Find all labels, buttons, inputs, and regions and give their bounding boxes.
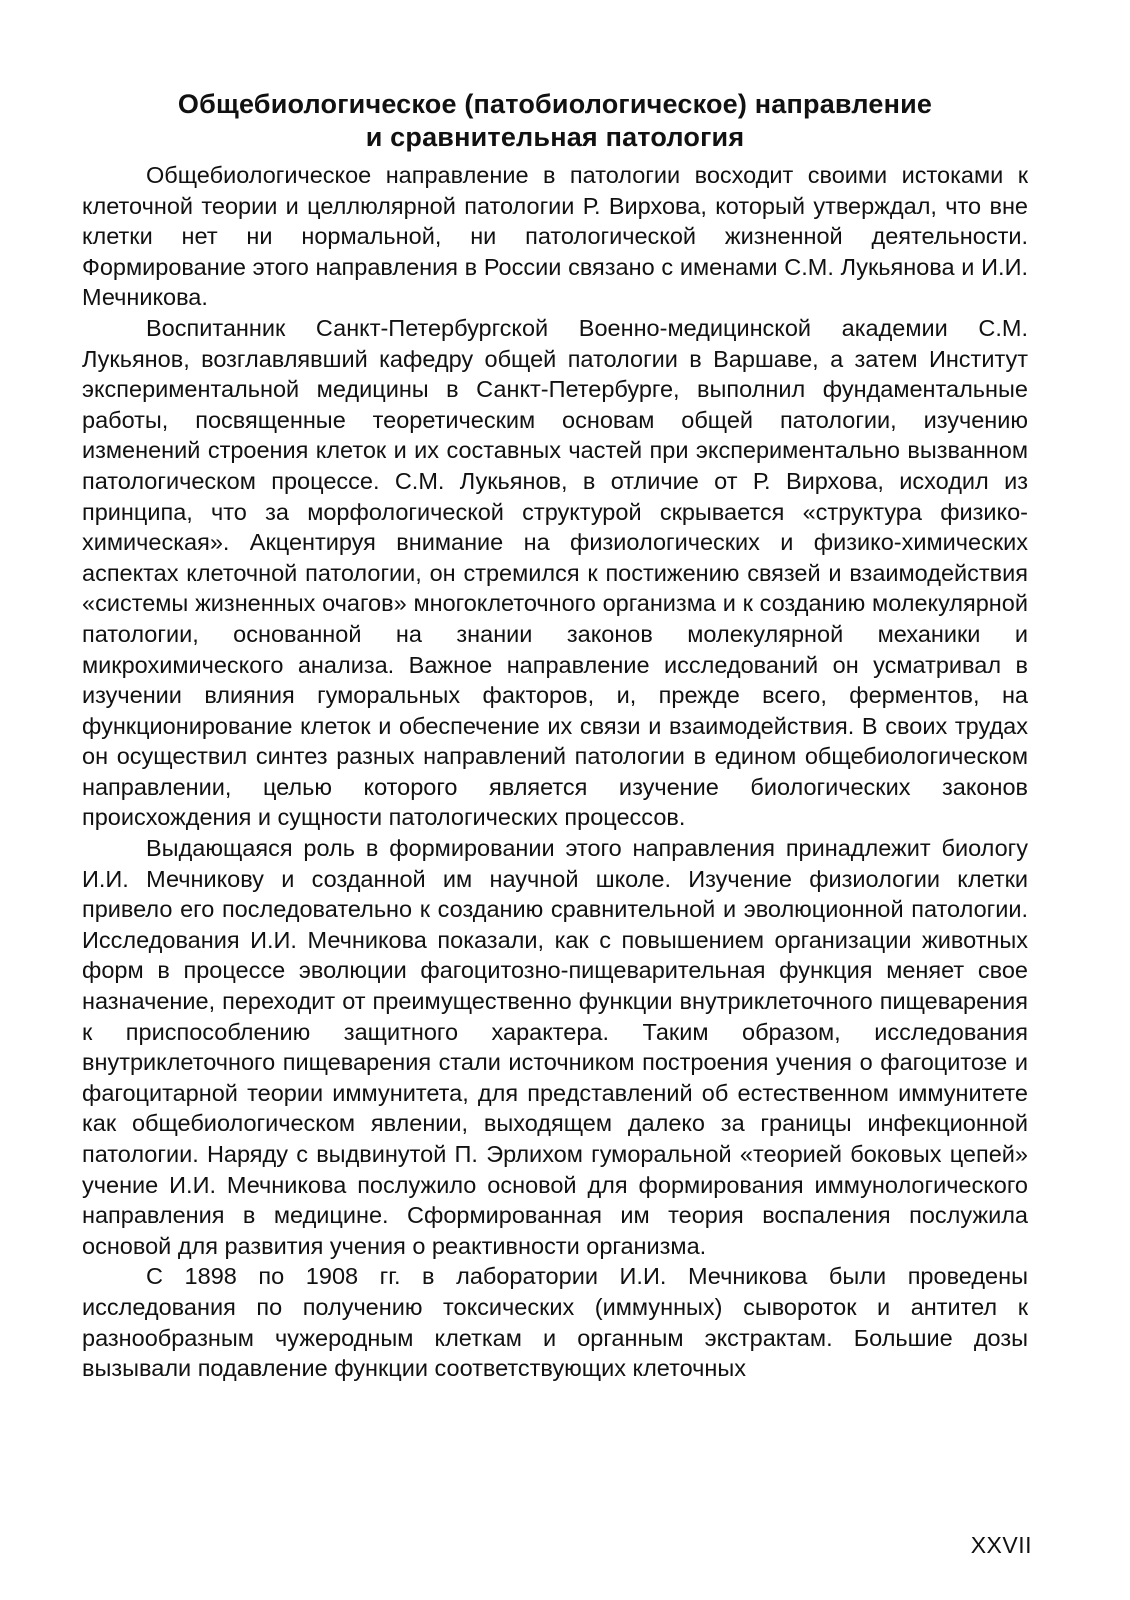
section-heading [82,88,1028,154]
paragraph-3: Выдающаяся роль в формировании этого направления принадлежит биологу И.И. Мечникову и созданной им научной школе. Изучение физиологии клетки привело его последовательно к созданию сравнительной и эволюционной патологии. Исследования И.И. Мечникова показали, как с повышением организации животных форм в процессе эволюции фагоцитозно-пищеварительная функция меняет свое назначение, переходит от преимущественно функции внутриклеточного пищеварения к приспособлению защитного характера. Таким образом, исследования внутриклеточного пищеварения стали источником построения учения о фагоцитозе и фагоцитарной теории иммунитета, для представлений об естественном иммунитете как общебиологическом явлении, выходящем далеко за границы инфекционной патологии. Наряду с выдвинутой П. Эрлихом гуморальной «теорией боковых цепей» учение И.И. Мечникова послужило основой для формирования иммунологического направления в медицине. Сформированная им теория воспаления послужила основой для развития учения о реактивности организма. [82,835,1028,1259]
section-heading-line-2: и сравнительная патология [365,122,745,152]
paragraph-2: Воспитанник Санкт-Петербургской Военно-медицинской академии С.М. Лукьянов, возглавлявший кафедру общей патологии в Варшаве, а затем Институт экспериментальной медицины в Санкт-Петербурге, выполнил фундаментальные работы, посвященные теоретическим основам общей патологии, изучению изменений строения клеток и их составных частей при экспериментально вызванном патологическом процессе. С.М. Лукьянов, в отличие от Р. Вирхова, исходил из принципа, что за морфологической структурой скрывается «структура физико-химическая». Акцентируя внимание на физиологических и физико-химических аспектах клеточной патологии, он стремился к постижению связей и взаимодействия «системы жизненных очагов» многоклеточного организма и к созданию молекулярной патологии, основанной на знании законов молекулярной механики и микрохимического анализа. Важное направление исследований он усматривал в изучении влияния гуморальных факторов, и, прежде всего, ферментов, на функционирование клеток и обеспечение их связи и взаимодействия. В своих трудах он осуществил синтез разных направлений патологии в едином общебиологическом направлении, целью которого является изучение биологических законов происхождения и сущности патологических процессов. [82,314,1028,831]
page-number: XXVII [970,1532,1032,1558]
page-content [82,88,1028,1384]
paragraph-4: С 1898 по 1908 гг. в лаборатории И.И. Мечникова были проведены исследования по получению токсических (иммунных) сывороток и антител к разнообразным чужеродным клеткам и органным экстрактам. Большие дозы вызывали подавление функции соответствующих клеточных [82,1263,1028,1382]
paragraph-1: Общебиологическое направление в патологии восходит своими истоками к клеточной теории и целлюлярной патологии Р. Вирхова, который утверждал, что вне клетки нет ни нормальной, ни патологической жизненной деятельности. Формирование этого направления в России связано с именами С.М. Лукьянова и И.И. Мечникова. [82,162,1028,311]
section-heading-line-1: Общебиологическое (патобиологическое) направление [177,89,933,119]
